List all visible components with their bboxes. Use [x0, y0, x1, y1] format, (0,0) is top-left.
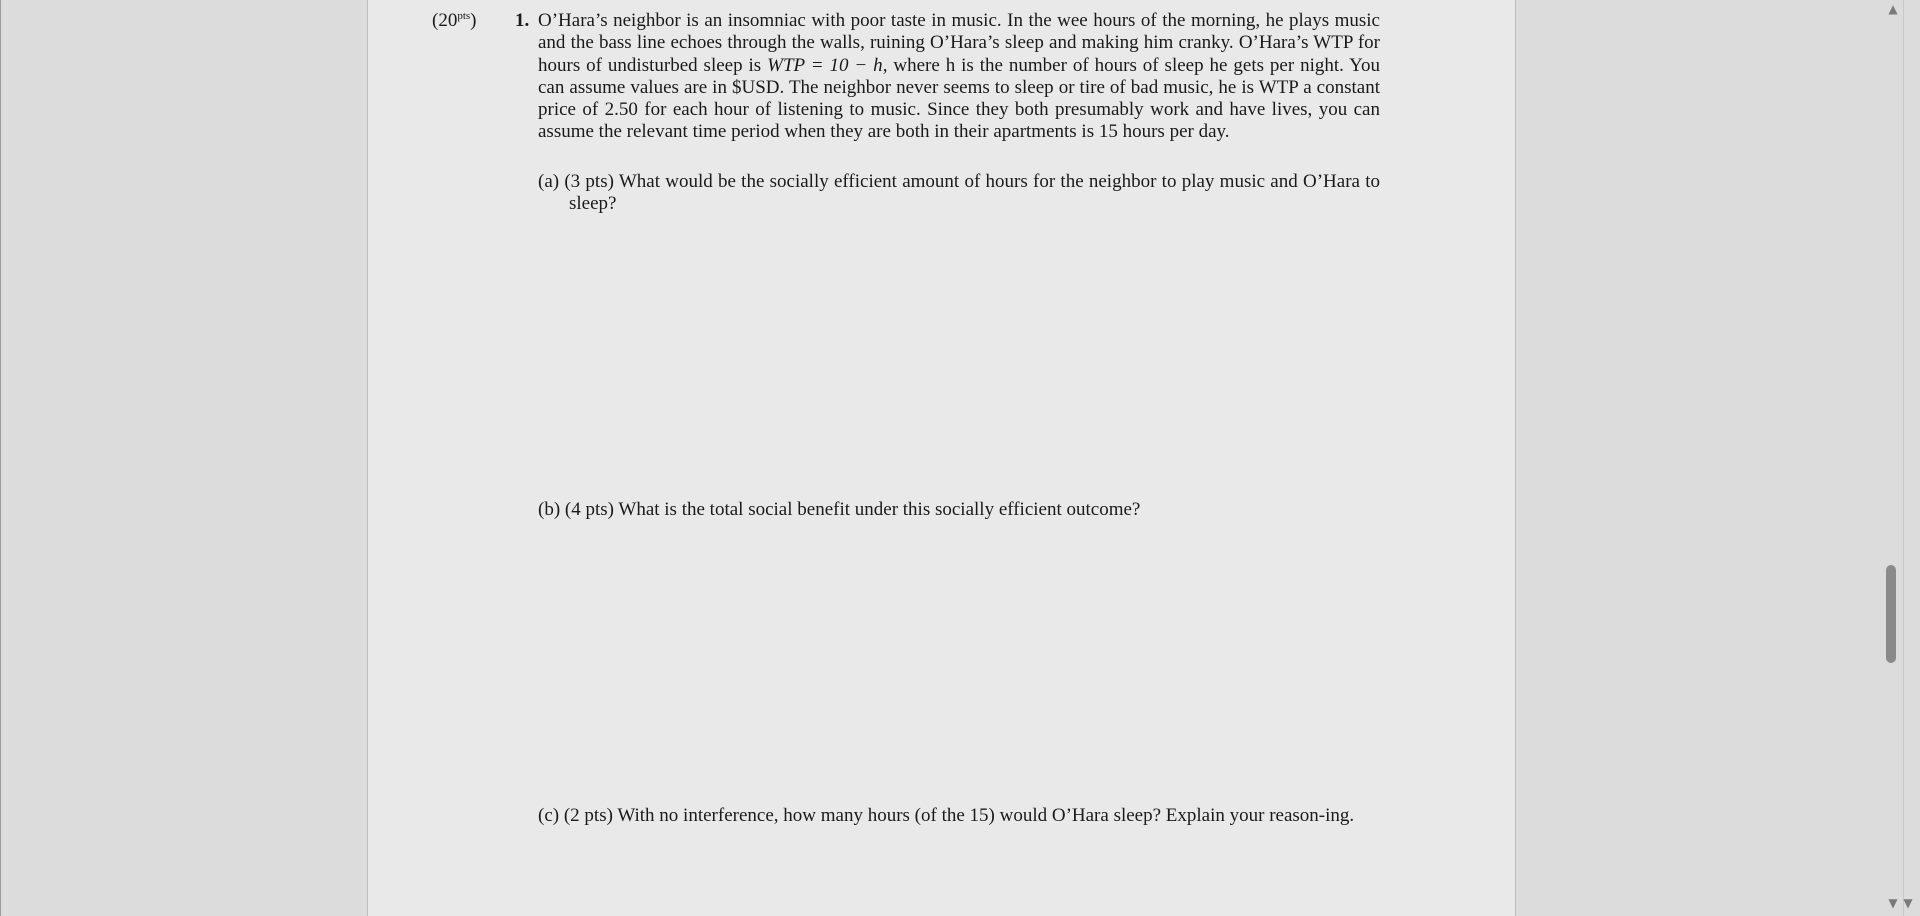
part-a-question: (a) (3 pts) What would be the socially efficient amount of hours for the neighbor to play music and O’Hara to sleep? [538, 171, 1380, 215]
part-c-question: (c) (2 pts) With no interference, how many hours (of the 15) would O’Hara sleep? Explain your reason-ing. [538, 805, 1355, 826]
question-text-part-2: , where h is the number of hours of sleep he gets per night. You can assume values are in $USD. The neighbor never seems to sleep or tire of bad music, he is WTP a constant price of 2.50 for each hour of listening to music. Since they both presumably work and have lives, you can assume the relevant time period when they are both in their apartments is 15 hours per day. [538, 54, 1380, 143]
scroll-down-arrow-secondary-icon[interactable]: ▼ [1903, 896, 1913, 910]
wtp-formula: WTP = 10 − h [767, 54, 883, 76]
points-value: (20 [432, 10, 458, 31]
question-text [538, 10, 1380, 144]
scrollbar-thumb[interactable] [1886, 565, 1896, 663]
scrollbar-divider [1903, 0, 1904, 916]
points-unit: pts [457, 10, 471, 22]
vertical-scrollbar[interactable] [1884, 0, 1920, 916]
scroll-down-arrow-icon[interactable]: ▼ [1888, 896, 1898, 910]
document-page [367, 0, 1516, 916]
viewer-left-edge [0, 0, 1, 916]
question-points [432, 10, 477, 32]
scroll-up-arrow-icon[interactable]: ▲ [1888, 2, 1898, 16]
part-b-question: (b) (4 pts) What is the total social benefit under this socially efficient outcome? [538, 499, 1141, 520]
question-number: 1. [515, 10, 530, 31]
question-text-part-1: O’Hara’s neighbor is an insomniac with poor taste in music. In the wee hours of the morning, he plays music and the bass line echoes through the walls, ruining O’Hara’s sleep and making him cranky. O’Hara’s WTP for hours of undisturbed sleep is [538, 10, 1380, 76]
points-close: ) [470, 10, 477, 31]
